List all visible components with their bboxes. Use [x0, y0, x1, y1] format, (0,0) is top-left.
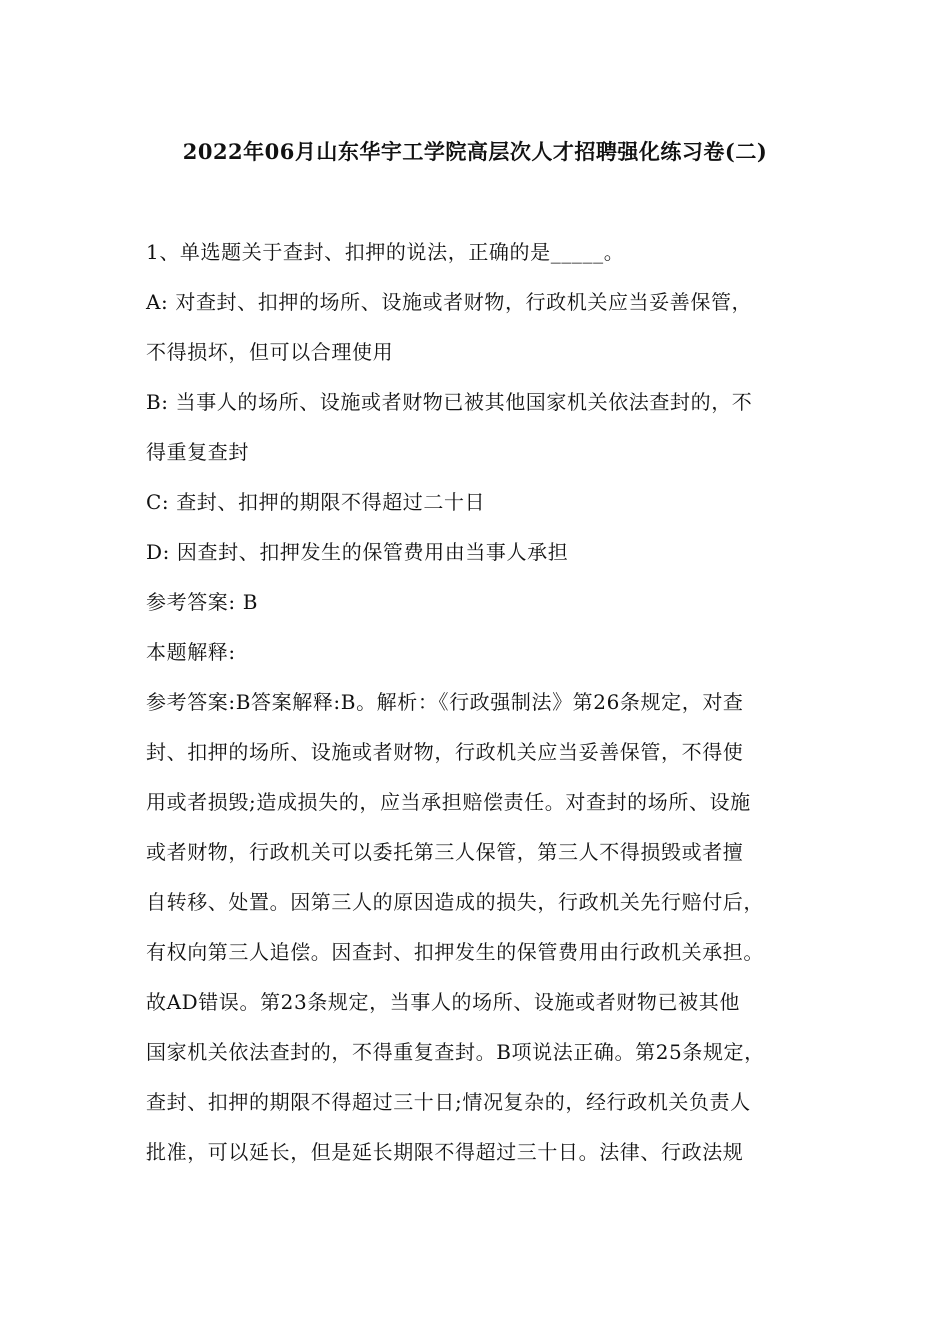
reference-answer: 参考答案: B	[146, 590, 258, 614]
option-c: C: 查封、扣押的期限不得超过二十日	[146, 490, 486, 514]
explanation-line: 查封、扣押的期限不得超过三十日;情况复杂的，经行政机关负责人	[146, 1090, 751, 1114]
document-title: 2022年06月山东华宇工学院高层次人才招聘强化练习卷(二)	[182, 139, 768, 164]
option-b-line-2: 得重复查封	[146, 440, 249, 464]
option-a-line-2: 不得损坏，但可以合理使用	[146, 340, 394, 364]
explanation-line: 或者财物，行政机关可以委托第三人保管，第三人不得损毁或者擅	[146, 840, 744, 864]
question-block	[146, 227, 836, 1177]
option-b-line-1: B: 当事人的场所、设施或者财物已被其他国家机关依法查封的，不	[146, 390, 753, 414]
option-d: D: 因查封、扣押发生的保管费用由当事人承担	[146, 540, 569, 564]
explanation-line: 故AD错误。第23条规定，当事人的场所、设施或者财物已被其他	[146, 990, 740, 1014]
explanation-line: 批准，可以延长，但是延长期限不得超过三十日。法律、行政法规	[146, 1140, 744, 1164]
question-stem: 1、单选题关于查封、扣押的说法，正确的是_____。	[146, 240, 625, 264]
explanation-heading: 本题解释:	[146, 640, 236, 664]
explanation-line: 用或者损毁;造成损失的，应当承担赔偿责任。对查封的场所、设施	[146, 790, 751, 814]
explanation-line: 有权向第三人追偿。因查封、扣押发生的保管费用由行政机关承担。	[146, 940, 764, 964]
explanation-line: 自转移、处置。因第三人的原因造成的损失，行政机关先行赔付后，	[146, 890, 764, 914]
explanation-line: 国家机关依法查封的，不得重复查封。B项说法正确。第25条规定，	[146, 1040, 765, 1064]
option-a-line-1: A: 对查封、扣押的场所、设施或者财物，行政机关应当妥善保管，	[146, 290, 753, 314]
explanation-line: 参考答案:B答案解释:B。解析：《行政强制法》第26条规定，对查	[146, 690, 744, 714]
explanation-line: 封、扣押的场所、设施或者财物，行政机关应当妥善保管，不得使	[146, 740, 744, 764]
